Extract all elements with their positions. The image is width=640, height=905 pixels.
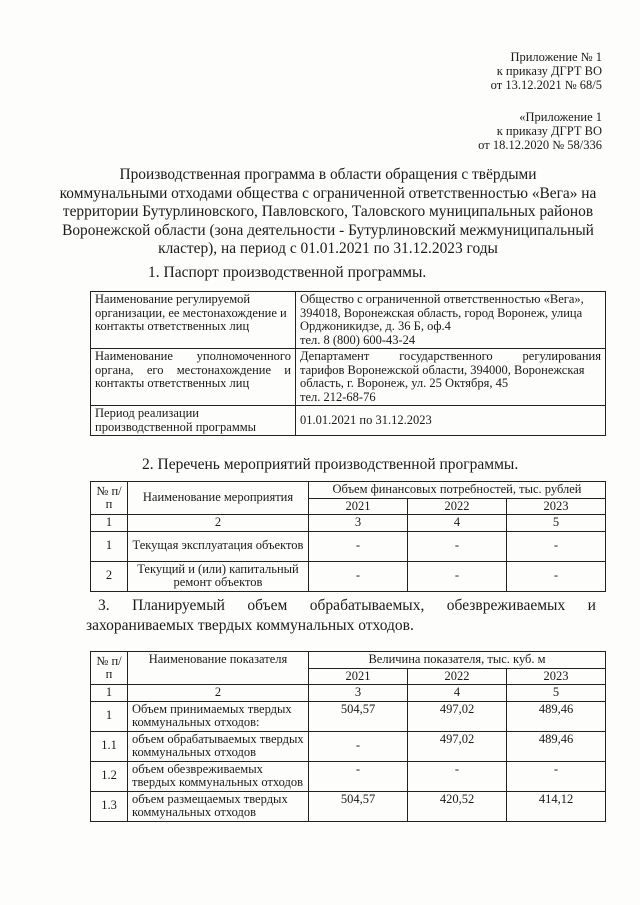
row-value: - — [309, 561, 408, 591]
row-value: - — [407, 561, 506, 591]
value-line: 394018, Воронежская область, город Воронеж, улица — [300, 305, 583, 320]
row-num: 1 — [91, 531, 128, 561]
section2-heading: 2. Перечень мероприятий производственной программы. — [142, 456, 519, 473]
index-cell: 5 — [507, 685, 606, 702]
heading-line: захораниваемых твердых коммунальных отходов. — [86, 617, 414, 634]
heading-word: обезвреживаемых — [446, 597, 566, 614]
table-row — [91, 731, 606, 761]
title-line: коммунальными отходами общества с ограниченной ответственностью «Вега» на — [59, 184, 597, 202]
row-num: 1.3 — [91, 791, 128, 821]
document-title — [48, 166, 608, 259]
row-value: - — [506, 561, 605, 591]
row-value: 420,52 — [408, 791, 507, 821]
table-row — [91, 349, 606, 406]
table-header-row — [91, 482, 606, 499]
heading-line — [98, 596, 596, 616]
waste-volume-table — [90, 651, 606, 822]
activities-table — [90, 481, 606, 592]
table-row — [91, 761, 606, 791]
row-value: 497,02 — [408, 701, 507, 731]
heading-word: обрабатываемых, — [309, 597, 425, 614]
year-header: 2021 — [309, 668, 408, 685]
row-num: 2 — [91, 561, 128, 591]
row-name: объем размещаемых твердых коммунальных отходов — [128, 791, 309, 821]
row-value: - — [407, 531, 506, 561]
row-value: - — [309, 761, 408, 791]
appendix-line: от 18.12.2020 № 58/336 — [478, 138, 602, 152]
row-value: - — [507, 761, 606, 791]
col-name-header: Наименование показателя — [128, 652, 309, 685]
title-line: Производственная программа в области обращения с твёрдыми — [119, 166, 537, 183]
heading-word: и — [587, 597, 596, 614]
col-num-header: № п/п — [91, 482, 128, 515]
index-cell: 4 — [407, 515, 506, 532]
year-header: 2022 — [407, 498, 506, 515]
year-header: 2023 — [507, 668, 606, 685]
index-cell: 3 — [309, 515, 408, 532]
table-row — [91, 406, 606, 436]
col-num-header: № п/п — [91, 652, 128, 685]
table-index-row — [91, 685, 606, 702]
section3-heading — [86, 596, 596, 636]
passport-value — [296, 349, 606, 406]
appendix-current — [491, 50, 602, 92]
row-value: - — [309, 731, 408, 761]
row-value: 489,46 — [507, 701, 606, 731]
year-header: 2022 — [408, 668, 507, 685]
passport-label: Период реализации производственной программы — [91, 406, 296, 436]
label-line: контакты ответственных лиц — [95, 376, 250, 390]
index-cell: 2 — [128, 685, 309, 702]
table-header-row — [91, 652, 606, 669]
row-value: 504,57 — [309, 701, 408, 731]
table-row — [91, 701, 606, 731]
row-value: 504,57 — [309, 791, 408, 821]
row-value: - — [408, 761, 507, 791]
appendix-prior — [478, 110, 602, 152]
year-header: 2021 — [309, 498, 408, 515]
label-line: Наименование уполномоченного — [95, 349, 291, 363]
index-cell: 5 — [506, 515, 605, 532]
row-name: Текущий и (или) капитальный ремонт объектов — [128, 561, 309, 591]
index-cell: 3 — [309, 685, 408, 702]
index-cell: 2 — [128, 515, 309, 532]
value-line: Общество с ограниченной ответственностью «Вега», — [300, 292, 584, 306]
index-cell: 4 — [408, 685, 507, 702]
value-line: Департамент государственного регулирования — [300, 349, 601, 363]
label-line: органа, его местонахождение и — [95, 362, 291, 377]
passport-value: 01.01.2021 по 31.12.2023 — [296, 406, 606, 436]
col-group-header: Объем финансовых потребностей, тыс. рублей — [309, 482, 606, 499]
row-name: объем обезвреживаемых твердых коммунальных отходов — [128, 761, 309, 791]
title-line: территории Бутурлиновского, Павловского, Таловского муниципальных районов — [62, 203, 594, 220]
appendix-line: «Приложение 1 — [519, 110, 602, 124]
heading-word: объем — [247, 597, 288, 614]
appendix-line: Приложение № 1 — [510, 50, 602, 64]
table-index-row — [91, 515, 606, 532]
row-num: 1.2 — [91, 761, 128, 791]
section1-heading: 1. Паспорт производственной программы. — [148, 264, 427, 281]
passport-table — [90, 291, 606, 436]
passport-value — [296, 292, 606, 349]
col-group-header: Величина показателя, тыс. куб. м — [309, 652, 606, 669]
passport-label — [91, 349, 296, 406]
row-value: - — [506, 531, 605, 561]
heading-word: 3. — [98, 597, 110, 614]
title-line: Воронежской области (зона деятельности - Бутурлиновский межмуниципальный — [62, 221, 594, 239]
passport-label: Наименование регулируемой организации, ее местонахождение и контакты ответственных лиц — [91, 292, 296, 349]
row-value: - — [309, 531, 408, 561]
col-name-header: Наименование мероприятия — [128, 482, 309, 515]
row-num: 1.1 — [91, 731, 128, 761]
value-line: область, г. Воронеж, ул. 25 Октября, 45 — [300, 376, 509, 390]
row-name: Текущая эксплуатация объектов — [128, 531, 309, 561]
value-line: тел. 8 (800) 600-43-24 — [300, 332, 416, 347]
row-value: 489,46 — [507, 731, 606, 761]
appendix-line: к приказу ДГРТ ВО — [496, 64, 602, 78]
table-row — [91, 561, 606, 591]
year-header: 2023 — [506, 498, 605, 515]
table-row — [91, 292, 606, 349]
index-cell: 1 — [91, 515, 128, 532]
appendix-line: от 13.12.2021 № 68/5 — [490, 78, 602, 92]
value-line: тел. 212-68-76 — [300, 389, 376, 404]
appendix-line: к приказу ДГРТ ВО — [496, 124, 602, 138]
value-line: Орджоникидзе, д. 36 Б, оф.4 — [300, 319, 451, 333]
row-name: Объем принимаемых твердых коммунальных отходов: — [128, 701, 309, 731]
row-num: 1 — [91, 701, 128, 731]
table-row — [91, 791, 606, 821]
row-value: 497,02 — [408, 731, 507, 761]
index-cell: 1 — [91, 685, 128, 702]
value-line: тарифов Воронежской области, 394000, Воронежская — [300, 362, 585, 377]
row-value: 414,12 — [507, 791, 606, 821]
title-line: кластер), на период с 01.01.2021 по 31.12.2023 годы — [158, 240, 498, 257]
row-name: объем обрабатываемых твердых коммунальных отходов — [128, 731, 309, 761]
heading-word: Планируемый — [132, 597, 225, 614]
table-row — [91, 531, 606, 561]
